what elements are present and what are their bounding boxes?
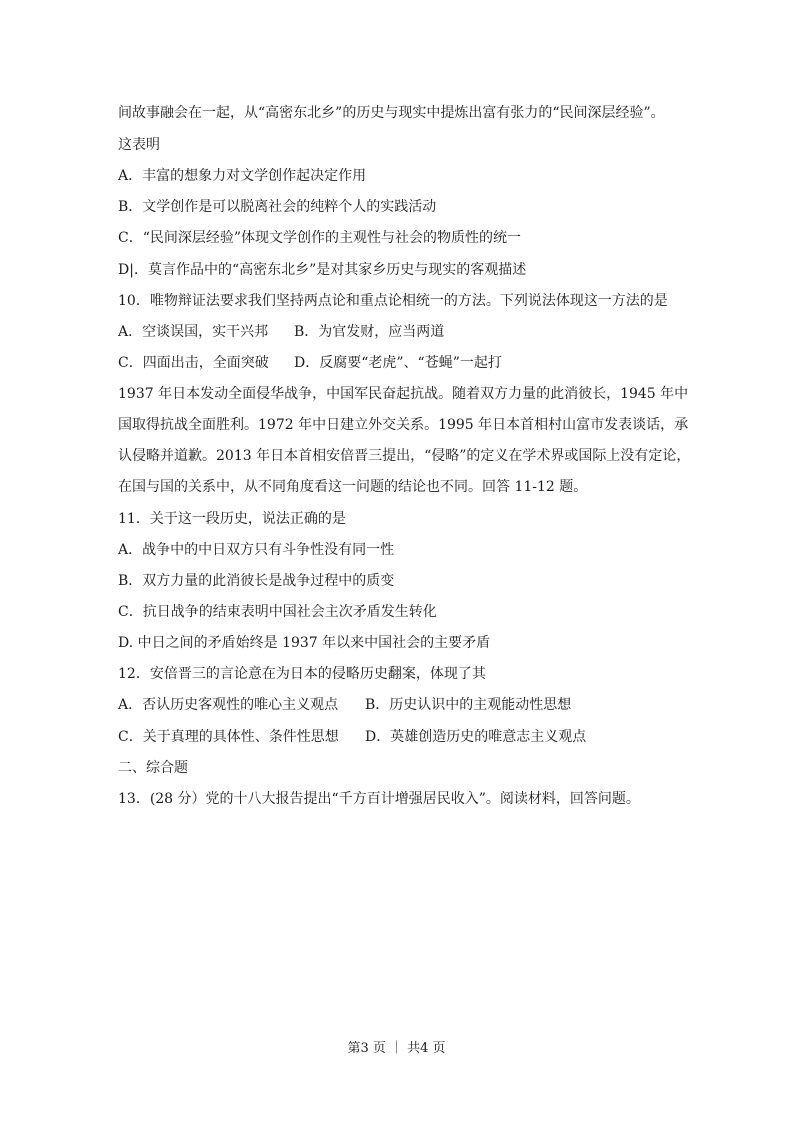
q10-option-d: D．反腐要“老虎”、“苍蝇”一起打 — [294, 355, 502, 371]
q12-options-row1 — [118, 695, 571, 715]
q10-options-row2 — [118, 353, 502, 373]
q12-option-c: C．关于真理的具体性、条件性思想 — [118, 729, 339, 745]
q12-options-row2 — [118, 727, 586, 747]
q11-option-d: D. 中日之间的矛盾始终是 1937 年以来中国社会的主要矛盾 — [118, 635, 491, 651]
option-d: D|．莫言作品中的“高密东北乡”是对其家乡历史与现实的客观描述 — [118, 262, 527, 278]
q10-option-c: C．四面出击，全面突破 — [118, 355, 269, 371]
q11-option-b: B．双方力量的此消彼长是战争过程中的质变 — [118, 573, 395, 589]
option-c: C．“民间深层经验”体现文学创作的主观性与社会的物质性的统一 — [118, 230, 522, 246]
q11-option-a: A．战争中的中日双方只有斗争性没有同一性 — [118, 542, 395, 558]
question-13: 13．(28 分）党的十八大报告提出“千方百计增强居民收入”。阅读材料，回答问题。 — [118, 791, 640, 807]
q12-option-d: D．英雄创造历史的唯意志主义观点 — [365, 729, 587, 745]
q11-option-c: C．抗日战争的结束表明中国社会主次矛盾发生转化 — [118, 604, 437, 620]
section-heading: 二、综合题 — [118, 760, 188, 776]
q12-option-a: A．否认历史客观性的唯心主义观点 — [118, 697, 339, 713]
q12-option-b: B．历史认识中的主观能动性思想 — [365, 697, 572, 713]
question-10: 10．唯物辩证法要求我们坚持两点论和重点论相统一的方法。下列说法体现这一方法的是 — [118, 293, 668, 309]
text-line: 这表明 — [118, 137, 160, 153]
question-11: 11．关于这一段历史，说法正确的是 — [118, 511, 346, 527]
passage-line: 认侵略并道歉。2013 年日本首相安倍晋三提出，“侵略”的定义在学术界或国际上没有定论， — [118, 448, 691, 464]
option-a: A．丰富的想象力对文学创作起决定作用 — [118, 168, 367, 184]
text-line: 间故事融会在一起，从“高密东北乡”的历史与现实中提炼出富有张力的“民间深层经验”。 — [118, 105, 665, 121]
q10-options-row1 — [118, 322, 444, 342]
passage-line: 在国与国的关系中，从不同角度看这一问题的结论也不同。回答 11-12 题。 — [118, 479, 588, 495]
page-footer: 第3 页 ｜ 共4 页 — [347, 1041, 446, 1056]
passage-line: 国取得抗战全面胜利。1972 年中日建立外交关系。1995 年日本首相村山富市发表谈话，承 — [118, 417, 689, 433]
q10-option-a: A．空谈误国，实干兴邦 — [118, 324, 269, 340]
passage-line: 1937 年日本发动全面侵华战争，中国军民奋起抗战。随着双方力量的此消彼长，1945 年中 — [118, 386, 689, 402]
q10-option-b: B．为官发财，应当两道 — [294, 324, 445, 340]
question-12: 12．安倍晋三的言论意在为日本的侵略历史翻案，体现了其 — [118, 666, 486, 682]
option-b: B．文学创作是可以脱离社会的纯粹个人的实践活动 — [118, 199, 437, 215]
